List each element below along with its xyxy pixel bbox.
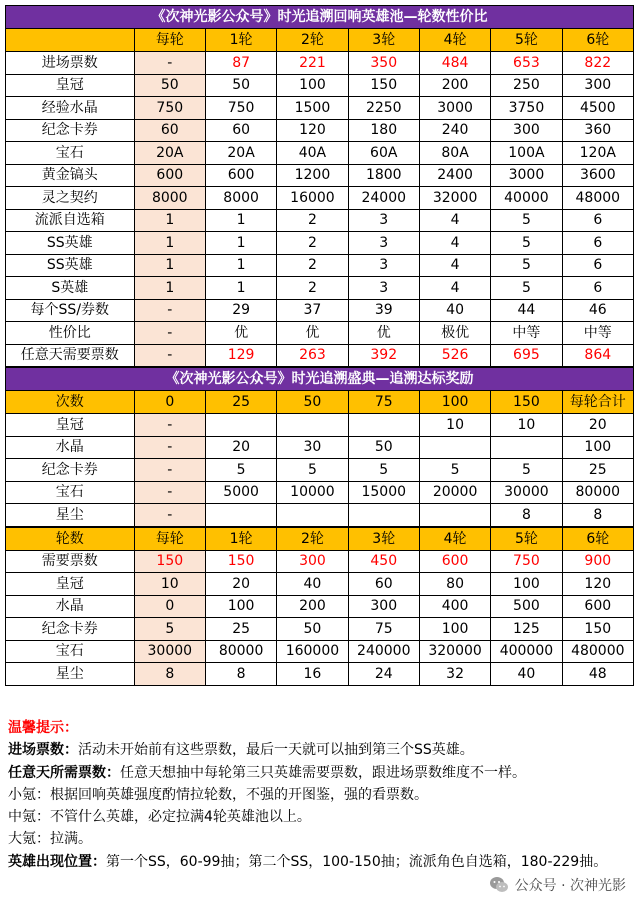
table1-cell: 2250 xyxy=(348,97,419,120)
table3-cell: 300 xyxy=(348,595,419,618)
table3-header-cell: 2轮 xyxy=(277,527,348,550)
table2-header-cell: 25 xyxy=(205,391,276,414)
table1-cell: 1 xyxy=(205,209,276,232)
table1-cell: 5 xyxy=(491,254,562,277)
table1-row xyxy=(6,142,634,165)
table1-row xyxy=(6,74,634,97)
table2-header-cell: 150 xyxy=(491,391,562,414)
table1-cell: 1800 xyxy=(348,164,419,187)
table1-cell: 2 xyxy=(277,232,348,255)
table1-header-cell: 3轮 xyxy=(348,29,419,52)
table2-cell: - xyxy=(134,414,205,437)
table1-row xyxy=(6,277,634,300)
table3-cell: 100 xyxy=(491,573,562,596)
table2-cell: 25 xyxy=(562,459,633,482)
table1-cell: 4 xyxy=(419,277,490,300)
table1-cell: 129 xyxy=(205,344,276,367)
table1-cell: 750 xyxy=(205,97,276,120)
note-anyday-tickets: 任意天所需票数：任意天想抽中每轮第三只英雄需要票数，跟进场票数维度不一样。 xyxy=(8,764,526,781)
table3-cell: 40 xyxy=(277,573,348,596)
table1-cell: 29 xyxy=(205,299,276,322)
table3-cell: 400 xyxy=(419,595,490,618)
table3-cell: 400000 xyxy=(491,640,562,663)
table3-cell: 25 xyxy=(205,618,276,641)
table1-row-label: 经验水晶 xyxy=(6,97,135,120)
table3-row xyxy=(6,663,634,686)
table1-row-label: SS英雄 xyxy=(6,232,135,255)
table1-cell: 40000 xyxy=(491,187,562,210)
table1-cell: 2400 xyxy=(419,164,490,187)
table1-cell: 5 xyxy=(491,232,562,255)
table3-cell: 500 xyxy=(491,595,562,618)
table1-cell: 20A xyxy=(205,142,276,165)
table2-header-cell: 75 xyxy=(348,391,419,414)
table3-cell: 60 xyxy=(348,573,419,596)
table1-cell: 2 xyxy=(277,209,348,232)
table3-cell: 300 xyxy=(277,550,348,573)
table1-row-label: 黄金镐头 xyxy=(6,164,135,187)
table3-header-cell: 轮数 xyxy=(6,527,135,550)
table1-cell: 39 xyxy=(348,299,419,322)
table1-row xyxy=(6,164,634,187)
table1-cell: 3000 xyxy=(491,164,562,187)
table1-row-label: 任意天需要票数 xyxy=(6,344,135,367)
table1-cell: 864 xyxy=(562,344,633,367)
table3-row-label: 星尘 xyxy=(6,663,135,686)
table2-cell: 20 xyxy=(562,414,633,437)
table1-cell: 6 xyxy=(562,277,633,300)
table1-cell: 60 xyxy=(134,119,205,142)
table2-cell: - xyxy=(134,459,205,482)
table1-cell: 1 xyxy=(134,209,205,232)
table1-cell: 1 xyxy=(205,277,276,300)
table2-cell: - xyxy=(134,436,205,459)
table1-row-label: 皇冠 xyxy=(6,74,135,97)
table3-row-label: 需要票数 xyxy=(6,550,135,573)
table1-cell: 1200 xyxy=(277,164,348,187)
table1-cell: 120A xyxy=(562,142,633,165)
table1-cell: 6 xyxy=(562,232,633,255)
table1-cell: 526 xyxy=(419,344,490,367)
table1-cell: 5 xyxy=(491,209,562,232)
table2-cell xyxy=(491,436,562,459)
table2-row-label: 纪念卡券 xyxy=(6,459,135,482)
table3-cell: 40 xyxy=(491,663,562,686)
table1-cell: 1 xyxy=(134,277,205,300)
table3-row-label: 水晶 xyxy=(6,595,135,618)
table1-cell: 16000 xyxy=(277,187,348,210)
table1-title-row xyxy=(6,6,634,29)
table1-cell: 4 xyxy=(419,254,490,277)
table2-cell: 80000 xyxy=(562,481,633,504)
table1-cell: 优 xyxy=(277,322,348,345)
table1-cell: 100 xyxy=(277,74,348,97)
table1-cell: - xyxy=(134,52,205,75)
table3-header-cell: 1轮 xyxy=(205,527,276,550)
table2-cell xyxy=(277,414,348,437)
table1-header-cell xyxy=(6,29,135,52)
table3-cell: 8 xyxy=(134,663,205,686)
table2-cell: 10 xyxy=(491,414,562,437)
table3-cell: 8 xyxy=(205,663,276,686)
table3-cell: 5 xyxy=(134,618,205,641)
table1-header-cell: 4轮 xyxy=(419,29,490,52)
table2-row xyxy=(6,459,634,482)
table1-header-cell: 1轮 xyxy=(205,29,276,52)
table1-cell: 1500 xyxy=(277,97,348,120)
table1-cell: 2 xyxy=(277,254,348,277)
table2-row xyxy=(6,436,634,459)
table1-cell: 优 xyxy=(348,322,419,345)
table1-row xyxy=(6,97,634,120)
table1-row-label: 每个SS/券数 xyxy=(6,299,135,322)
table1-cell: 80A xyxy=(419,142,490,165)
table1-cell: 3 xyxy=(348,232,419,255)
table3-cell: 120 xyxy=(562,573,633,596)
table1-cell: 1 xyxy=(205,232,276,255)
table1-cell: 极优 xyxy=(419,322,490,345)
table1-row xyxy=(6,52,634,75)
table1-row xyxy=(6,119,634,142)
table1-cell: - xyxy=(134,322,205,345)
table1-cell: 8000 xyxy=(134,187,205,210)
table3-row xyxy=(6,550,634,573)
watermark xyxy=(489,875,626,895)
table1-cell: 120 xyxy=(277,119,348,142)
table3-cell: 150 xyxy=(562,618,633,641)
table1-cell: 180 xyxy=(348,119,419,142)
table2-row-label: 宝石 xyxy=(6,481,135,504)
table1-cell: 300 xyxy=(491,119,562,142)
table3-cell: 80 xyxy=(419,573,490,596)
table2-header-cell: 次数 xyxy=(6,391,135,414)
table3-cell: 80000 xyxy=(205,640,276,663)
table3-header-cell: 5轮 xyxy=(491,527,562,550)
table3-cell: 200 xyxy=(277,595,348,618)
table3-header-row xyxy=(6,527,634,550)
table1-row xyxy=(6,232,634,255)
table3-cell: 100 xyxy=(419,618,490,641)
table1-cell: 3 xyxy=(348,277,419,300)
table1-cell: 3000 xyxy=(419,97,490,120)
table3-row xyxy=(6,640,634,663)
table2-cell: 8 xyxy=(491,504,562,527)
table1-cell: 60A xyxy=(348,142,419,165)
table3-cell: 600 xyxy=(419,550,490,573)
table3-header-cell: 4轮 xyxy=(419,527,490,550)
table1-cell: 350 xyxy=(348,52,419,75)
table1-cell: 5 xyxy=(491,277,562,300)
table3-cell: 100 xyxy=(205,595,276,618)
table-milestone-rewards xyxy=(5,367,634,527)
table1-cell: 40A xyxy=(277,142,348,165)
table2-cell: 50 xyxy=(348,436,419,459)
table3-cell: 16 xyxy=(277,663,348,686)
table1-row-label: 纪念卡券 xyxy=(6,119,135,142)
table1-cell: 100A xyxy=(491,142,562,165)
table1-cell: 32000 xyxy=(419,187,490,210)
table1-cell: 4 xyxy=(419,209,490,232)
table3-cell: 240000 xyxy=(348,640,419,663)
table1-cell: 46 xyxy=(562,299,633,322)
table2-header-cell: 0 xyxy=(134,391,205,414)
table1-cell: 1 xyxy=(134,254,205,277)
table-round-rewards xyxy=(5,527,634,686)
table1-row-label: 进场票数 xyxy=(6,52,135,75)
table3-cell: 600 xyxy=(562,595,633,618)
table1-cell: 750 xyxy=(134,97,205,120)
table2-row xyxy=(6,481,634,504)
table1-header-cell: 每轮 xyxy=(134,29,205,52)
table1-row xyxy=(6,254,634,277)
note-hero-position: 英雄出现位置：第一个SS，60-99抽；第二个SS，100-150抽；流派角色自选箱，180-229抽。 xyxy=(8,853,608,870)
table3-cell: 24 xyxy=(348,663,419,686)
table1-cell: 3750 xyxy=(491,97,562,120)
table1-cell: 600 xyxy=(205,164,276,187)
table1-cell: 392 xyxy=(348,344,419,367)
table1-cell: 37 xyxy=(277,299,348,322)
table1-cell: 263 xyxy=(277,344,348,367)
table2-cell: 100 xyxy=(562,436,633,459)
table1-row-label: 灵之契约 xyxy=(6,187,135,210)
table1-cell: 中等 xyxy=(562,322,633,345)
table2-cell: 5000 xyxy=(205,481,276,504)
table1-cell: 24000 xyxy=(348,187,419,210)
table3-cell: 10 xyxy=(134,573,205,596)
notes-section xyxy=(8,717,632,873)
table2-cell xyxy=(277,504,348,527)
table2-cell xyxy=(205,504,276,527)
table1-header-cell: 5轮 xyxy=(491,29,562,52)
table3-cell: 160000 xyxy=(277,640,348,663)
table1-row-label: 流派自选箱 xyxy=(6,209,135,232)
table1-cell: 600 xyxy=(134,164,205,187)
table3-cell: 750 xyxy=(491,550,562,573)
table2-title: 《次神光影公众号》时光追溯盛典—追溯达标奖励 xyxy=(6,368,634,391)
table1-cell: 3 xyxy=(348,254,419,277)
table3-row xyxy=(6,595,634,618)
table1-cell: 60 xyxy=(205,119,276,142)
table1-cell: 50 xyxy=(134,74,205,97)
table1-cell: - xyxy=(134,299,205,322)
table1-cell: 2 xyxy=(277,277,348,300)
table2-cell: 15000 xyxy=(348,481,419,504)
table1-row xyxy=(6,299,634,322)
table2-header-row xyxy=(6,391,634,414)
table1-cell: 8000 xyxy=(205,187,276,210)
table2-cell: 8 xyxy=(562,504,633,527)
table-round-value xyxy=(5,5,634,367)
table3-cell: 75 xyxy=(348,618,419,641)
table3-cell: 20 xyxy=(205,573,276,596)
table3-cell: 48 xyxy=(562,663,633,686)
table3-cell: 900 xyxy=(562,550,633,573)
table1-cell: 优 xyxy=(205,322,276,345)
note-mid-spender: 中氪：不管什么英雄，必定拉满4轮英雄池以上。 xyxy=(8,809,311,826)
table1-cell: 200 xyxy=(419,74,490,97)
table2-cell xyxy=(419,436,490,459)
table1-cell: 822 xyxy=(562,52,633,75)
table3-cell: 150 xyxy=(134,550,205,573)
table2-cell: 20000 xyxy=(419,481,490,504)
table1-row xyxy=(6,344,634,367)
table1-cell: 150 xyxy=(348,74,419,97)
table2-title-row xyxy=(6,368,634,391)
table1-header-cell: 2轮 xyxy=(277,29,348,52)
wechat-icon xyxy=(489,875,509,895)
table1-cell: 1 xyxy=(205,254,276,277)
table2-cell: 5 xyxy=(491,459,562,482)
table3-cell: 50 xyxy=(277,618,348,641)
table1-cell: 20A xyxy=(134,142,205,165)
table2-row xyxy=(6,414,634,437)
table2-row-label: 星尘 xyxy=(6,504,135,527)
table3-row-label: 皇冠 xyxy=(6,573,135,596)
note-light-spender: 小氪：根据回响英雄强度酌情拉轮数，不强的开图鉴，强的看票数。 xyxy=(8,786,428,803)
table2-cell xyxy=(205,414,276,437)
table2-cell xyxy=(419,504,490,527)
table1-cell: 240 xyxy=(419,119,490,142)
table1-cell: 3600 xyxy=(562,164,633,187)
table2-cell: 30 xyxy=(277,436,348,459)
table2-cell: 5 xyxy=(419,459,490,482)
table1-row-label: 性价比 xyxy=(6,322,135,345)
table1-cell: 40 xyxy=(419,299,490,322)
table2-row-label: 皇冠 xyxy=(6,414,135,437)
table2-header-cell: 100 xyxy=(419,391,490,414)
table2-header-cell: 50 xyxy=(277,391,348,414)
table2-row-label: 水晶 xyxy=(6,436,135,459)
table2-cell: 20 xyxy=(205,436,276,459)
table3-cell: 450 xyxy=(348,550,419,573)
table3-cell: 150 xyxy=(205,550,276,573)
table1-cell: 中等 xyxy=(491,322,562,345)
table3-cell: 32 xyxy=(419,663,490,686)
table1-cell: 6 xyxy=(562,254,633,277)
notes-heading: 温馨提示： xyxy=(8,720,78,736)
page xyxy=(0,5,640,913)
table1-title: 《次神光影公众号》时光追溯回响英雄池—轮数性价比 xyxy=(6,6,634,29)
table1-cell: 48000 xyxy=(562,187,633,210)
table2-cell xyxy=(348,504,419,527)
table3-cell: 320000 xyxy=(419,640,490,663)
table1-row xyxy=(6,322,634,345)
table1-cell: 250 xyxy=(491,74,562,97)
table1-cell: 221 xyxy=(277,52,348,75)
note-entry-tickets: 进场票数：活动未开始前有这些票数，最后一天就可以抽到第三个SS英雄。 xyxy=(8,742,474,759)
table3-cell: 125 xyxy=(491,618,562,641)
table1-cell: 44 xyxy=(491,299,562,322)
table2-cell: 5 xyxy=(277,459,348,482)
table3-header-cell: 6轮 xyxy=(562,527,633,550)
table1-cell: 4 xyxy=(419,232,490,255)
table1-cell: 300 xyxy=(562,74,633,97)
table2-cell: - xyxy=(134,481,205,504)
table1-row-label: S英雄 xyxy=(6,277,135,300)
table3-row xyxy=(6,618,634,641)
table1-cell: 1 xyxy=(134,232,205,255)
note-heavy-spender: 大氪：拉满。 xyxy=(8,831,92,848)
table1-cell: - xyxy=(134,344,205,367)
table2-cell: 10 xyxy=(419,414,490,437)
table2-row xyxy=(6,504,634,527)
table1-cell: 50 xyxy=(205,74,276,97)
table1-cell: 4500 xyxy=(562,97,633,120)
table2-header-cell: 每轮合计 xyxy=(562,391,633,414)
table1-cell: 6 xyxy=(562,209,633,232)
table1-header-row xyxy=(6,29,634,52)
table1-cell: 360 xyxy=(562,119,633,142)
table1-row-label: SS英雄 xyxy=(6,254,135,277)
table3-header-cell: 3轮 xyxy=(348,527,419,550)
table1-header-cell: 6轮 xyxy=(562,29,633,52)
table2-cell: 5 xyxy=(348,459,419,482)
table2-cell: 5 xyxy=(205,459,276,482)
table3-row-label: 宝石 xyxy=(6,640,135,663)
table1-cell: 695 xyxy=(491,344,562,367)
table3-cell: 30000 xyxy=(134,640,205,663)
table1-row xyxy=(6,209,634,232)
table2-cell xyxy=(348,414,419,437)
table3-row xyxy=(6,573,634,596)
table3-header-cell: 每轮 xyxy=(134,527,205,550)
watermark-text: 公众号 · 次神光影 xyxy=(514,878,626,894)
table3-cell: 0 xyxy=(134,595,205,618)
table1-row-label: 宝石 xyxy=(6,142,135,165)
table1-cell: 653 xyxy=(491,52,562,75)
table3-cell: 480000 xyxy=(562,640,633,663)
table1-row xyxy=(6,187,634,210)
table2-cell: 30000 xyxy=(491,481,562,504)
table1-cell: 87 xyxy=(205,52,276,75)
table3-row-label: 纪念卡券 xyxy=(6,618,135,641)
table1-cell: 3 xyxy=(348,209,419,232)
table2-cell: 10000 xyxy=(277,481,348,504)
table2-cell: - xyxy=(134,504,205,527)
table1-cell: 484 xyxy=(419,52,490,75)
